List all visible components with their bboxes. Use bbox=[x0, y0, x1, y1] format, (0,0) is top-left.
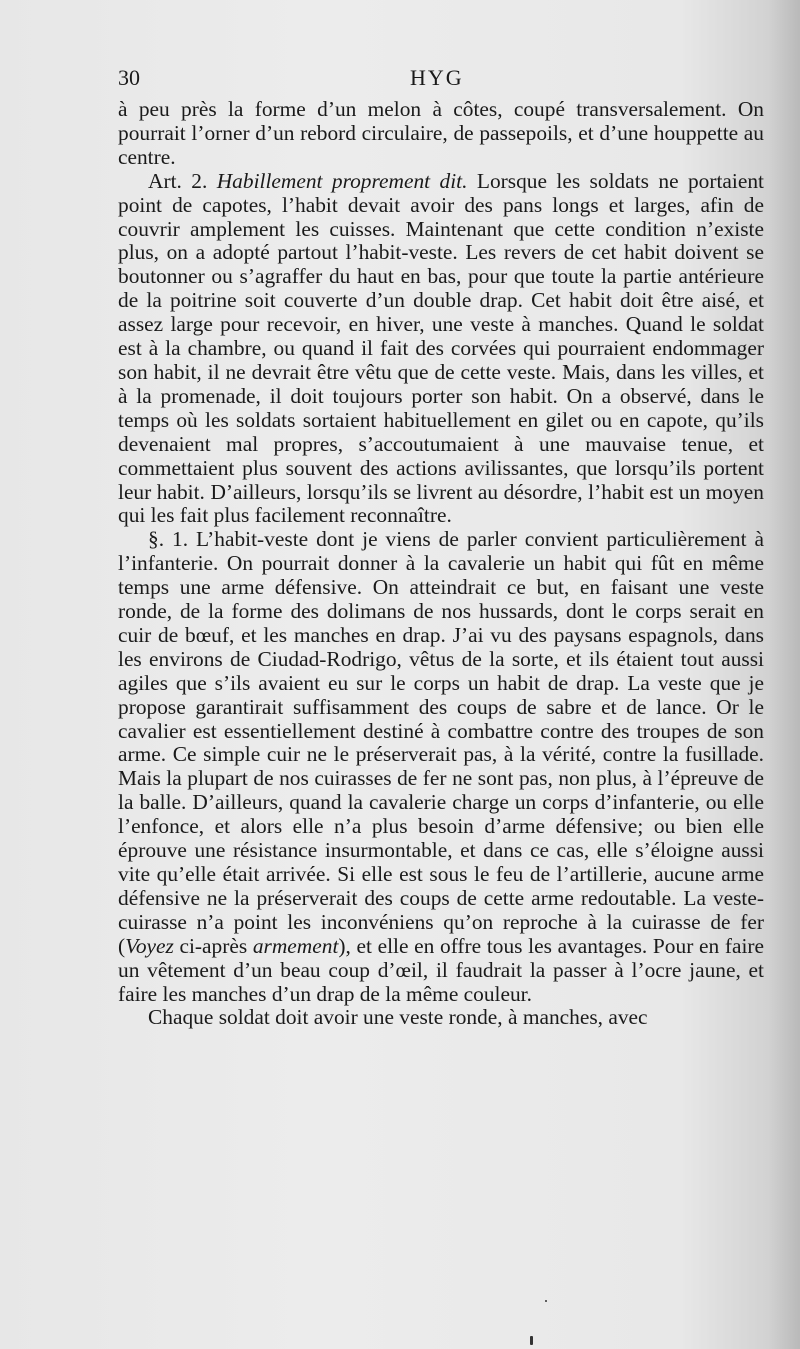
article-text: Lorsque les soldats ne portaient point de capotes, l’habit devait avoir des pans longs et larges, afin de couvrir amplement les cuisses. Maintenant que cette condition n’existe plus, on a adopté partout l’habit-veste. Les revers de cet habit doivent se boutonner ou s’agraffer du haut en bas, pour que toute la partie antérieure de la poitrine soit couverte d’un double drap. Cet habit doit être aisé, et assez large pour recevoir, en hiver, une veste à manches. Quand le soldat est à la chambre, ou quand il fait des corvées qui pourraient endommager son habit, il ne devrait être vêtu que de cette veste. Mais, dans les villes, et à la promenade, il doit toujours porter son habit. On a observé, dans le temps où les soldats sortaient habituellement en gilet ou en capote, qu’ils devenaient mal propres, s’accoutumaient à une mauvaise tenue, et commettaient plus souvent des actions avilissantes, que lorsqu’ils portent leur habit. D’ailleurs, lorsqu’ils se livrent au désordre, l’habit est un moyen qui les fait plus facilement reconnaître. bbox=[118, 168, 764, 528]
paragraph-continued: à peu près la forme d’un melon à côtes, coupé transversalement. On pourrait l’orner d’un rebord circulaire, de passepoils, et d’une houppette au centre. bbox=[118, 97, 764, 169]
article-number: Art. 2. bbox=[148, 168, 208, 193]
voyez-reference: Voyez bbox=[125, 933, 174, 958]
armement-reference: armement bbox=[252, 933, 339, 958]
paper-speck bbox=[530, 1336, 533, 1345]
paragraph-section-1 bbox=[118, 528, 764, 1006]
paragraph-article-2 bbox=[118, 170, 764, 529]
section-text-part1: §. 1. L’habit-veste dont je viens de parler convient particulièrement à l’infanterie. On pourrait donner à la cavalerie un habit qui fût en même temps une arme défensive. On atteindrait ce but, en faisant une veste ronde, de la forme des dolimans de nos hussards, dont le corps serait en cuir de bœuf, et les manches en drap. J’ai vu des paysans espagnols, dans les environs de Ciudad-Rodrigo, vêtus de la sorte, et ils étaient tout aussi agiles que s’ils avaient eu sur le corps un habit de drap. La veste que je propose garantirait suffisamment des coups de sabre et de lance. Or le cavalier est essentiellement destiné à combattre contre des troupes de son arme. Ce simple cuir ne le préserverait pas, à la vérité, contre la fusillade. Mais la plupart de nos cuirasses de fer ne sont pas, non plus, à l’épreuve de la balle. D’ailleurs, quand la cavalerie charge un corps d’infanterie, ou elle l’enfonce, et alors elle n’a plus besoin d’arme défensive; ou bien elle éprouve une résistance insurmontable, et dans ce cas, elle s’éloigne aussi vite qu’elle était arrivée. Si elle est sous le feu de l’artillerie, aucune arme défensive ne la préserverait des coups de cette arme redoutable. La veste-cuirasse n’a point les inconvéniens qu’on reproche à la cuirasse de fer ( bbox=[118, 527, 764, 958]
running-head: HYG bbox=[410, 65, 464, 90]
page-text-block bbox=[118, 62, 764, 1030]
section-text-part2: ), et elle en offre tous les avantages. Pour en faire un vêtement d’un beau coup d’œil, il faudrait la passer à l’ocre jaune, et faire les manches d’un drap de la même couleur. bbox=[118, 933, 764, 1006]
page-number: 30 bbox=[118, 65, 140, 90]
page-header bbox=[118, 62, 764, 98]
section-text-ci-apres: ci-après bbox=[173, 933, 253, 958]
paragraph-last-line: Chaque soldat doit avoir une veste ronde, à manches, avec bbox=[148, 1005, 648, 1030]
paper-speck bbox=[545, 1300, 547, 1302]
article-title: Habillement proprement dit. bbox=[216, 168, 468, 193]
